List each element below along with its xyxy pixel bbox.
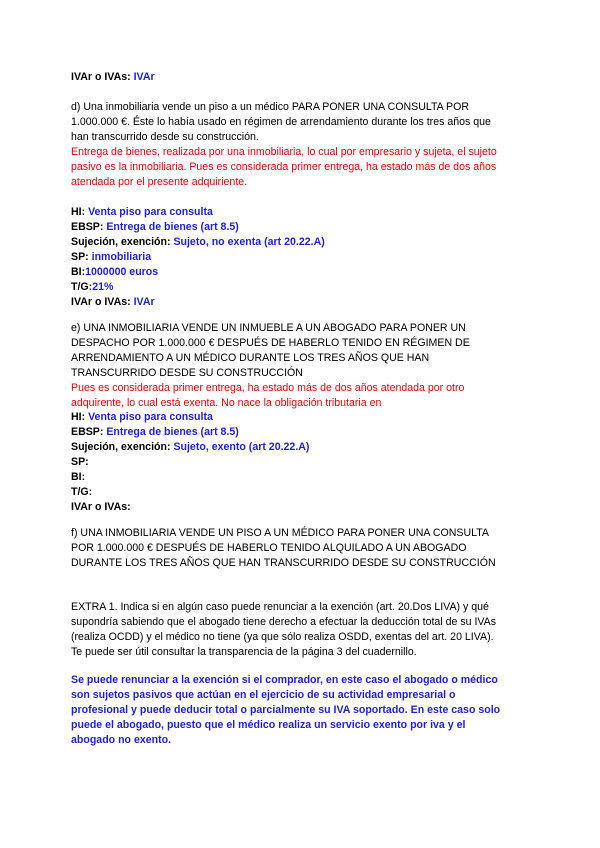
field-sp: SP:	[71, 456, 89, 468]
field-tg: T/G:21%	[71, 281, 114, 293]
section-d-statement	[71, 100, 531, 145]
field-sp: SP: inmobiliaria	[71, 251, 152, 263]
section-d-fields	[71, 205, 531, 310]
statement-line: DESPACHO POR 1.000.000 € DESPUÉS DE HABERLO TENIDO EN RÉGIMEN DE	[71, 337, 470, 349]
section-f-statement	[71, 526, 531, 571]
section-d-note	[71, 145, 531, 190]
statement-line: 1.000.000 €. Éste lo había usado en régimen de arrendamiento durante los tres años que	[71, 116, 491, 128]
note-line: pasivo es la inmobiliaria. Pues es considerada primer entrega, ha estado más de dos años	[71, 161, 497, 173]
statement-line: e) UNA INMOBILIARIA VENDE UN INMUEBLE A UN ABOGADO PARA PONER UN	[71, 322, 466, 334]
field-ivar: IVAr o IVAs: IVAr	[71, 296, 155, 308]
section-e-fields	[71, 410, 531, 515]
statement-line: supondría sabiendo que el abogado tiene derecho a efectuar la deducción total de su IVAs	[71, 616, 497, 628]
extra-answer	[71, 673, 531, 748]
field-bi: BI:1000000 euros	[71, 266, 159, 278]
note-line: Entrega de bienes, realizada por una inmobiliaria, lo cual por empresario y sujeta, el sujeto	[71, 146, 497, 158]
field-tg: T/G:	[71, 486, 93, 498]
extra-statement	[71, 600, 531, 660]
field-ivar: IVAr o IVAs:	[71, 501, 131, 513]
answer-line: son sujetos pasivos que actúan en el ejercicio de su actividad empresarial o	[71, 689, 456, 701]
answer-line: profesional y puede deducir total o parcialmente su IVA soportado. En este caso solo	[71, 704, 501, 716]
field-ebsp: EBSP: Entrega de bienes (art 8.5)	[71, 426, 239, 438]
statement-line: EXTRA 1. Indica si en algún caso puede renunciar a la exención (art. 20.Dos LIVA) y qué	[71, 601, 489, 613]
note-line: atendada por el presente adquiriente.	[71, 176, 248, 188]
field-sujecion: Sujeción, exención: Sujeto, no exenta (art 20.22.A)	[71, 236, 325, 248]
field-bi: BI:	[71, 471, 86, 483]
field-ebsp: EBSP: Entrega de bienes (art 8.5)	[71, 221, 239, 233]
statement-line: POR 1.000.000 € DESPUÉS DE HABERLO TENIDO ALQUILADO A UN ABOGADO	[71, 542, 467, 554]
section-e-statement	[71, 321, 531, 381]
statement-line: Te puede ser útil consultar la transparencia de la página 3 del cuadernillo.	[71, 646, 417, 658]
note-line: Pues es considerada primer entrega, ha estado más de dos años atendada por otro	[71, 382, 465, 394]
statement-line: d) Una inmobiliaria vende un piso a un médico PARA PONER UNA CONSULTA POR	[71, 101, 470, 113]
statement-line: (realiza OCDD) y el médico no tiene (ya que sólo realiza OSDD, exentas del art. 20 LIVA).	[71, 631, 494, 643]
answer-line: Se puede renunciar a la exención si el comprador, en este caso el abogado o médico	[71, 674, 498, 686]
answer-line: puede el abogado, puesto que el médico realiza un servicio exento por iva y el	[71, 719, 466, 731]
answer-line: abogado no exento.	[71, 734, 172, 746]
section-e-note	[71, 381, 531, 411]
field-label: IVAr o IVAs:	[71, 71, 131, 83]
statement-line: TRANSCURRIDO DESDE SU CONSTRUCCIÓN	[71, 367, 303, 379]
field-hi: HI: Venta piso para consulta	[71, 411, 213, 423]
field-sujecion: Sujeción, exención: Sujeto, exento (art 20.22.A)	[71, 441, 310, 453]
statement-line: f) UNA INMOBILIARIA VENDE UN PISO A UN MÉDICO PARA PONER UNA CONSULTA	[71, 527, 489, 539]
statement-line: DURANTE LOS TRES AÑOS QUE HAN TRANSCURRIDO DESDE SU CONSTRUCCIÓN	[71, 557, 496, 569]
statement-line: ARRENDAMIENTO A UN MÉDICO DURANTE LOS TRES AÑOS QUE HAN	[71, 352, 430, 364]
note-line: adquirente, lo cual está exenta. No nace la obligación tributaria en	[71, 397, 382, 409]
statement-line: han transcurrido desde su construcción.	[71, 131, 259, 143]
field-hi: HI: Venta piso para consulta	[71, 206, 213, 218]
top-ivar-line	[71, 70, 531, 85]
field-value: IVAr	[133, 71, 155, 83]
